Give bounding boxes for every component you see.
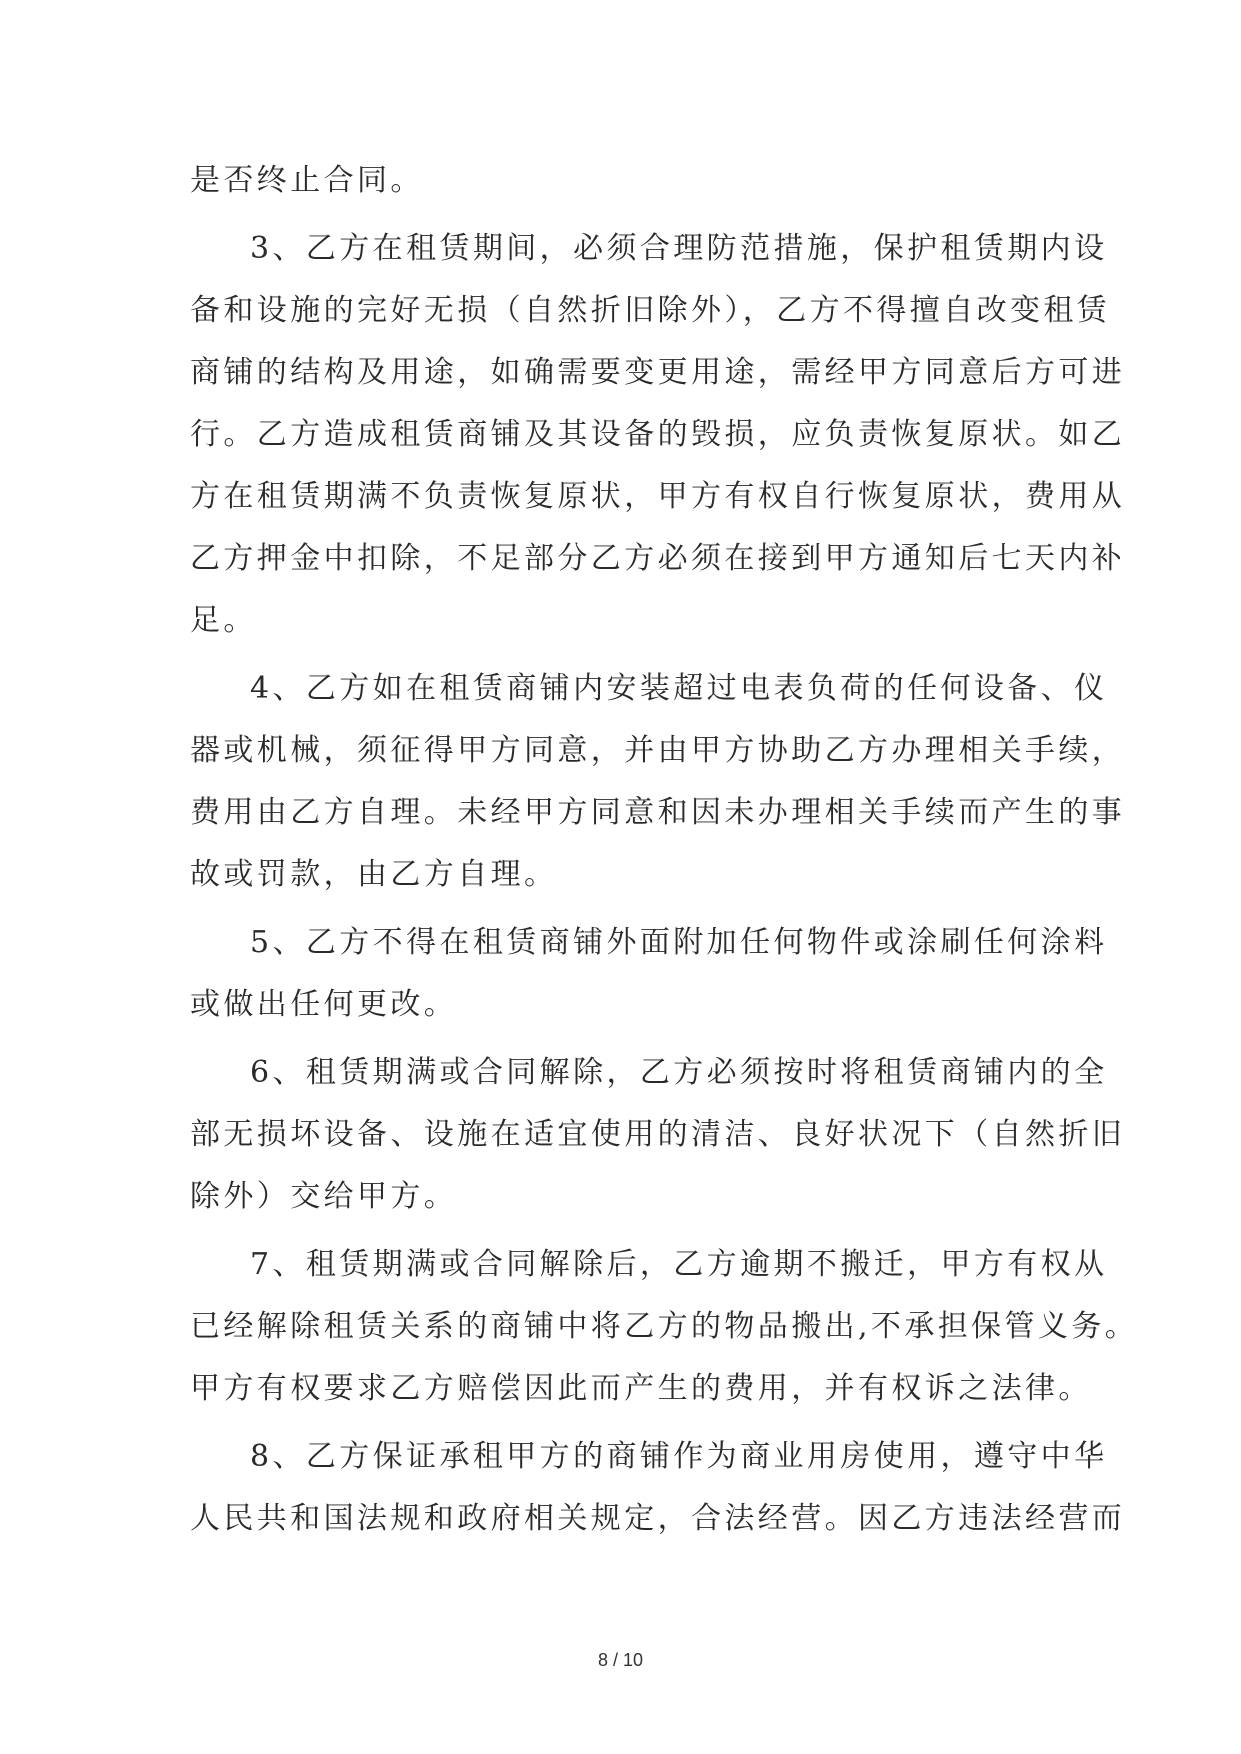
- document-body: [190, 150, 1139, 1556]
- text-line: 部无损坏设备、设施在适宜使用的清洁、良好状况下（自然折旧: [190, 1117, 1126, 1152]
- text-line: 6、租赁期满或合同解除，乙方必须按时将租赁商铺内的全: [250, 1055, 1108, 1090]
- paragraph-clause-8: [190, 1426, 1126, 1550]
- page-number: 8 / 10: [597, 1650, 644, 1670]
- text-line: 备和设施的完好无损（自然折旧除外），乙方不得擅自改变租赁: [190, 293, 1111, 328]
- text-line: 或做出任何更改。: [190, 987, 458, 1022]
- text-line: 方在租赁期满不负责恢复原状，甲方有权自行恢复原状，费用从: [190, 479, 1126, 514]
- text-line: 乙方押金中扣除，不足部分乙方必须在接到甲方通知后七天内补: [190, 541, 1126, 576]
- text-line: 是否终止合同。: [190, 163, 424, 198]
- text-line: 商铺的结构及用途，如确需要变更用途，需经甲方同意后方可进: [190, 355, 1126, 390]
- text-line: 费用由乙方自理。未经甲方同意和因未办理相关手续而产生的事: [190, 795, 1126, 830]
- paragraph-continuation: [190, 150, 1060, 212]
- text-line: 5、乙方不得在租赁商铺外面附加任何物件或涂刷任何涂料: [250, 925, 1108, 960]
- paragraph-clause-5: [190, 912, 1108, 1036]
- paragraph-clause-6: [190, 1042, 1126, 1228]
- text-line: 除外）交给甲方。: [190, 1179, 458, 1214]
- paragraph-clause-7: [190, 1234, 1139, 1420]
- paragraph-clause-4: [190, 658, 1126, 906]
- text-line: 行。乙方造成租赁商铺及其设备的毁损，应负责恢复原状。如乙: [190, 417, 1126, 452]
- text-line: 甲方有权要求乙方赔偿因此而产生的费用，并有权诉之法律。: [190, 1371, 1092, 1406]
- text-line: 故或罚款，由乙方自理。: [190, 857, 558, 892]
- text-line: 8、乙方保证承租甲方的商铺作为商业用房使用，遵守中华: [250, 1439, 1108, 1474]
- text-line: 已经解除租赁关系的商铺中将乙方的物品搬出,不承担保管义务。: [190, 1309, 1139, 1344]
- text-line: 4、乙方如在租赁商铺内安装超过电表负荷的任何设备、仪: [250, 671, 1108, 706]
- paragraph-clause-3: [190, 218, 1126, 652]
- text-line: 器或机械，须征得甲方同意，并由甲方协助乙方办理相关手续，: [190, 733, 1126, 768]
- text-line: 3、乙方在租赁期间，必须合理防范措施，保护租赁期内设: [250, 231, 1108, 266]
- text-line: 7、租赁期满或合同解除后，乙方逾期不搬迁，甲方有权从: [250, 1247, 1108, 1282]
- text-line: 人民共和国法规和政府相关规定，合法经营。因乙方违法经营而: [190, 1501, 1126, 1536]
- text-line: 足。: [190, 603, 257, 638]
